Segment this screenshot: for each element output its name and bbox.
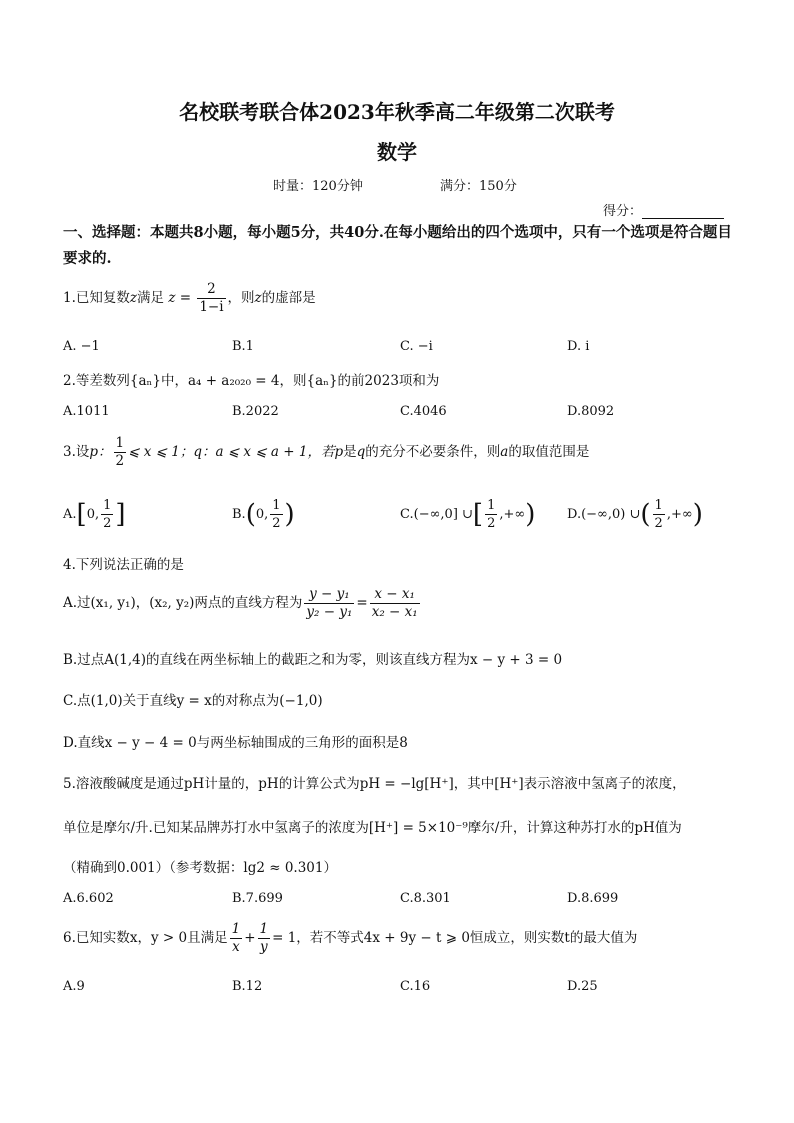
q5-option-b: B.7.699	[232, 891, 283, 906]
fraction: $\frac{1}{2}$	[487, 498, 496, 531]
subject-title: 数学	[377, 140, 417, 164]
q3-option-b: B.(0, $\frac{1}{2}$ )	[232, 498, 295, 531]
fraction: $\frac{1}{y}$	[259, 921, 269, 955]
question-5-line-3: （精确到0.001）（参考数据：lg2 ≈ 0.301）	[63, 860, 337, 876]
q5-option-a: A.6.602	[63, 891, 114, 906]
q5-option-d: D.8.699	[567, 891, 619, 906]
fraction: $\frac{1}{2}$	[272, 498, 281, 531]
fraction: $\frac{1}{x}$	[231, 921, 241, 955]
full-score: 满分：150分	[440, 179, 517, 194]
question-5-line-1: 5.溶液酸碱度是通过pH计量的，pH的计算公式为pH = −lg[H⁺]，其中[H⁺]表示溶液中氢离子的浓度，	[63, 776, 686, 792]
question-4: 4.下列说法正确的是	[63, 557, 184, 573]
q4-option-c: C.点(1,0)关于直线y = x的对称点为(−1,0)	[63, 693, 323, 709]
question-2: 2.等差数列{aₙ}中，a₄ + a₂₀₂₀ = 4，则{aₙ}的前2023项和为	[63, 373, 440, 389]
fraction: $\frac{\text{x − x₁}}{\text{x₂ − x₁}}$	[371, 586, 418, 620]
q1-option-d: D. i	[567, 339, 590, 354]
fraction: $\frac{2}{1-i}$	[199, 281, 224, 315]
question-3: 3.设p： $\frac{1}{2}$ ⩽ x ⩽ 1；q：a ⩽ x ⩽ a + 1，若p是q的充分不必要条件，则a的取值范围是	[63, 435, 590, 469]
q4-option-d: D.直线x − y − 4 = 0与两坐标轴围成的三角形的面积是8	[63, 735, 408, 751]
q2-option-d: D.8092	[567, 404, 615, 419]
q2-option-a: A.1011	[63, 404, 110, 419]
score-field	[603, 200, 724, 219]
question-5-line-2: 单位是摩尔/升.已知某品牌苏打水中氢离子的浓度为[H⁺] = 5×10⁻⁹摩尔/升，计算这种苏打水的pH值为	[63, 820, 682, 836]
exam-title: 名校联考联合体2023年秋季高二年级第二次联考	[179, 100, 615, 124]
q6-option-d: D.25	[567, 979, 598, 994]
q3-option-d: D.(−∞,0) ∪( $\frac{1}{2}$ ,+∞)	[567, 498, 703, 531]
q3-option-a: A.[0, $\frac{1}{2}$ ]	[63, 498, 126, 531]
fraction: $\frac{1}{2}$	[103, 498, 112, 531]
section-heading: 一、选择题：本题共8小题，每小题5分，共40分.在每小题给出的四个选项中，只有一个选项是符合题目要求的.	[63, 224, 732, 267]
q6-option-c: C.16	[400, 979, 431, 994]
question-6: 6.已知实数x，y > 0且满足 $\frac{1}{x}$ + $\frac{1}{y}$ = 1，若不等式4x + 9y − t ⩾ 0恒成立，则实数t的最大值为	[63, 921, 638, 955]
fraction: $\frac{1}{2}$	[654, 498, 663, 531]
q4-option-a: A.过(x₁, y₁)，(x₂, y₂)两点的直线方程为 $\frac{\text{y − y₁}}{\text{y₂ − y₁}}$ = $\frac{\text{x − x₁}}{\text{x₂ − x₁}}$	[63, 586, 418, 620]
q1-option-b: B.1	[232, 339, 254, 354]
q1-option-a: A. −1	[63, 339, 100, 354]
q5-option-c: C.8.301	[400, 891, 451, 906]
fraction: $\frac{1}{2}$	[115, 435, 125, 469]
q4-option-b: B.过点A(1,4)的直线在两坐标轴上的截距之和为零，则该直线方程为x − y + 3 = 0	[63, 652, 563, 668]
q3-option-c: C.(−∞,0] ∪[ $\frac{1}{2}$ ,+∞)	[400, 498, 536, 531]
q6-option-b: B.12	[232, 979, 263, 994]
question-1: 1.已知复数z满足 z = $\frac{2}{1-i}$ ，则z的虚部是	[63, 281, 316, 315]
q6-option-a: A.9	[63, 979, 85, 994]
q1-option-c: C. −i	[400, 339, 433, 354]
score-blank	[642, 205, 724, 219]
q2-option-b: B.2022	[232, 404, 279, 419]
q2-option-c: C.4046	[400, 404, 447, 419]
fraction: $\frac{\text{y − y₁}}{\text{y₂ − y₁}}$	[306, 586, 353, 620]
time-limit: 时量：120分钟	[273, 179, 363, 194]
score-label: 得分：	[603, 204, 643, 219]
